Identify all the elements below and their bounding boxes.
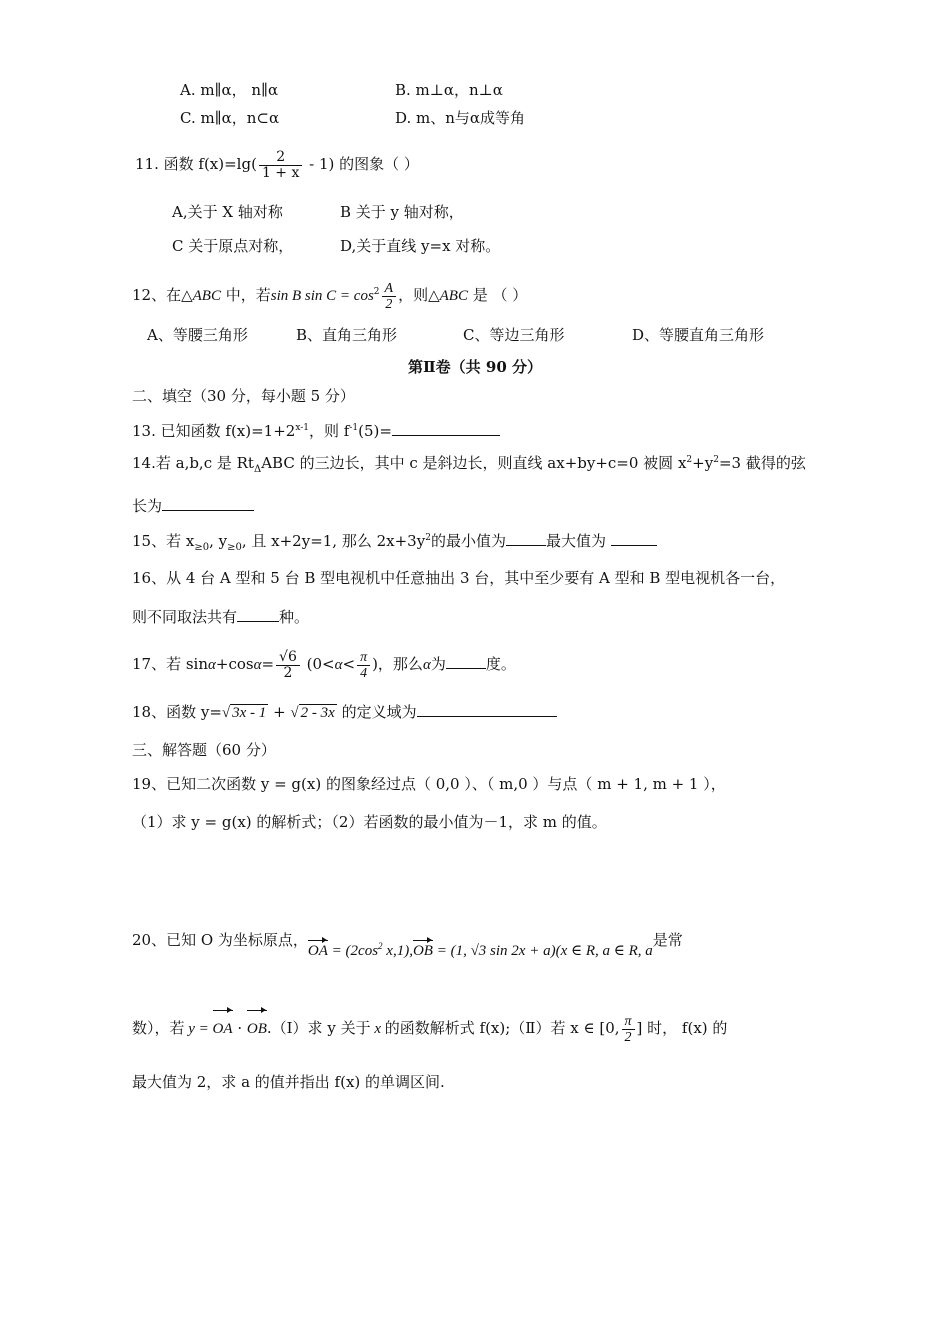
q13-answer-blank[interactable] <box>392 435 500 436</box>
section-2-title: 第Ⅱ卷（共 90 分） <box>408 358 542 376</box>
q12-option-c: C、等边三角形 <box>463 326 565 344</box>
q12-fraction: $\frac{A}{2}$ <box>382 281 397 312</box>
solve-header: 三、解答题（60 分） <box>132 741 276 759</box>
q12-option-d: D、等腰直角三角形 <box>632 326 765 344</box>
q19-stem-line1: 19、已知二次函数 y = g(x) 的图象经过点（ 0,0 ）、（ m,0 ）与点（ m + 1, m + 1 ）， <box>132 775 726 793</box>
q15-max-blank[interactable] <box>611 545 657 546</box>
q20-stem-line1: 20、已知 O 为坐标原点，OA = ($2\cos^2$ x,1),OB = (1, √3 sin 2x + a)(x ∈ R, a ∈ R, a是常 <box>132 931 683 959</box>
q10-option-d: D. m、n与α成等角 <box>395 109 526 127</box>
q12-option-a: A、等腰三角形 <box>147 326 248 344</box>
q17-stem: 17、若 sinα+cosα= $\frac{√6}{2}$ (0<α< $\frac{\pi}{4}$ )，那么α为 度。 <box>132 648 516 681</box>
q20-stem-line2: 数），若 y = OA · OB.（Ⅰ）求 y 关于 x 的函数解析式 f(x);（Ⅱ）若 x ∈ [0, $\frac{\pi}{2}$ ] 时， f(x) 的 <box>132 1010 727 1047</box>
q11-option-c: C 关于原点对称， <box>172 237 294 255</box>
q11-option-d: D,关于直线 y=x 对称。 <box>340 237 501 255</box>
q14-stem-line1: 14.若 a,b,c 是 $Rt_\Delta ABC$ 的三边长，其中 c 是斜边长，则直线 ax+by+c=0 被圆 $x^2+y^2=3$ 截得的弦 <box>132 454 806 475</box>
q16-stem-line2: 则不同取法共有 种。 <box>132 608 310 626</box>
q18-sqrt-2: √ 2 - 3x <box>290 705 335 721</box>
q10-option-b: B. m⊥α，n⊥α <box>395 81 503 99</box>
q20-fraction-pi2: $\frac{\pi}{2}$ <box>622 1014 635 1045</box>
q12-option-b: B、直角三角形 <box>296 326 398 344</box>
q14-stem-line2: 长为 <box>132 496 254 516</box>
q11-option-a: A,关于 X 轴对称 <box>172 203 283 221</box>
q16-stem-line1: 16、从 4 台 A 型和 5 台 B 型电视机中任意抽出 3 台，其中至少要有 A 型和 B 型电视机各一台， <box>132 569 786 587</box>
q10-option-a: A. m∥α， n∥α <box>180 81 279 99</box>
q19-stem-line2: （1）求 y = g(x) 的解析式；（2）若函数的最小值为－1，求 m 的值。 <box>132 813 607 831</box>
q11-option-b: B 关于 y 轴对称， <box>340 203 464 221</box>
q20-stem-line3: 最大值为 2，求 a 的值并指出 f(x) 的单调区间. <box>132 1073 445 1091</box>
q18-sqrt-1: √ 3x - 1 <box>221 705 267 721</box>
q13-stem: 13. 已知函数 $f(x)=1+2^{x-1}$，则 $f^{-1}(5)=$ <box>132 418 500 441</box>
q15-stem: 15、若 $x_{\ge 0}$, $y_{\ge 0}$, 且 x+2y=1, 那么 $2x+3y^2$的最小值为 最大值为 <box>132 528 657 558</box>
q17-fraction-pi4: $\frac{\pi}{4}$ <box>357 650 370 681</box>
q17-answer-blank[interactable] <box>446 668 486 669</box>
q11-fraction: $\frac{2}{1 + x}$ <box>259 150 302 181</box>
q17-fraction-sqrt6: $\frac{√6}{2}$ <box>276 650 300 681</box>
q10-option-c: C. m∥α，n⊂α <box>180 109 280 127</box>
q18-answer-blank[interactable] <box>417 716 557 717</box>
q15-min-blank[interactable] <box>506 545 546 546</box>
q11-stem: 11. 函数 f(x)=lg( $\frac{2}{1 + x}$ - 1) 的图象（ ） <box>135 148 419 181</box>
q14-answer-blank[interactable] <box>162 510 254 511</box>
q16-answer-blank[interactable] <box>237 621 279 622</box>
q18-stem: 18、函数 y=√ 3x - 1 + √ 2 - 3x 的定义域为 <box>132 702 557 723</box>
q12-stem: 12、在△ABC 中，若sin B $\sin C = \cos^2$ $\frac{A}{2}$ ，则△ABC 是 （ ） <box>132 280 528 312</box>
fill-in-header: 二、填空（30 分，每小题 5 分） <box>132 387 355 405</box>
